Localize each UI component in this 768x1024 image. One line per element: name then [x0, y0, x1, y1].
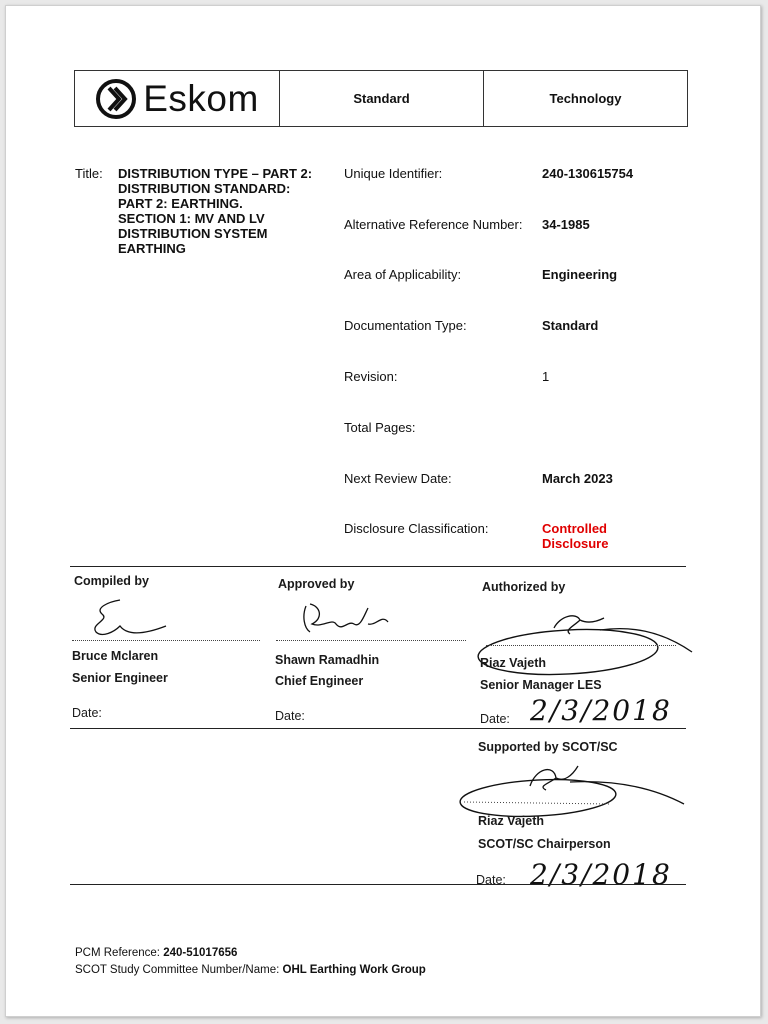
pcm-reference — [75, 947, 237, 959]
supported-signature — [460, 764, 686, 820]
alt-reference-value: 34-1985 — [542, 217, 590, 232]
supported-date-value: 2/3/2018 — [530, 858, 672, 891]
next-review-value: March 2023 — [542, 471, 613, 486]
area-value: Engineering — [542, 267, 618, 282]
title-line: DISTRIBUTION TYPE – PART 2: — [118, 166, 313, 181]
authorized-by-role: Senior Manager LES — [480, 678, 602, 692]
unique-identifier-label: Unique Identifier: — [344, 166, 443, 181]
approved-signature — [298, 594, 398, 640]
authorized-by-name: Riaz Vajeth — [480, 656, 546, 670]
compiled-by-heading: Compiled by — [74, 574, 150, 588]
approved-by-role: Chief Engineer — [275, 674, 364, 688]
scot-committee — [75, 964, 426, 976]
approved-by-heading: Approved by — [278, 577, 355, 591]
next-review-label: Next Review Date: — [344, 471, 452, 486]
technology-cell: Technology — [549, 91, 622, 106]
logo-cell — [75, 71, 280, 126]
document-title — [118, 166, 336, 256]
revision-value: 1 — [542, 369, 550, 384]
doc-type-value: Standard — [542, 318, 599, 333]
total-pages-label: Total Pages: — [344, 420, 416, 435]
disclosure-value — [542, 521, 608, 551]
signature-section-bottom-rule — [70, 884, 686, 885]
supported-by-role: SCOT/SC Chairperson — [478, 837, 611, 851]
signature-section-top-rule — [70, 566, 686, 567]
pcm-reference-label: PCM Reference: — [75, 947, 161, 959]
doc-type-label: Documentation Type: — [344, 318, 467, 333]
authorized-by-heading: Authorized by — [482, 580, 566, 594]
eskom-logo — [95, 78, 259, 120]
authorized-signature-line — [486, 645, 676, 646]
standard-cell: Standard — [280, 71, 484, 126]
signature-section-middle-rule — [70, 728, 686, 729]
disclosure-value-line: Disclosure — [542, 536, 609, 551]
authorized-date-label: Date: — [480, 712, 510, 726]
authorized-date-value: 2/3/2018 — [530, 694, 672, 727]
title-label: Title: — [75, 166, 103, 181]
title-line: EARTHING — [118, 241, 186, 256]
approved-by-name: Shawn Ramadhin — [275, 653, 380, 667]
disclosure-label: Disclosure Classification: — [344, 521, 489, 536]
title-line: SECTION 1: MV AND LV — [118, 211, 265, 226]
supported-by-name: Riaz Vajeth — [478, 814, 544, 828]
approved-signature-line — [276, 640, 466, 641]
eskom-logo-icon — [95, 78, 137, 120]
area-label: Area of Applicability: — [344, 267, 462, 282]
logo-text: Eskom — [143, 77, 259, 119]
pcm-reference-value: 240-51017656 — [163, 947, 238, 959]
compiled-signature-line — [72, 640, 260, 641]
supported-by-heading: Supported by SCOT/SC — [478, 740, 618, 754]
disclosure-value-line: Controlled — [542, 521, 607, 536]
title-line: PART 2: EARTHING. — [118, 196, 243, 211]
document-header — [74, 70, 688, 127]
title-line: DISTRIBUTION SYSTEM — [118, 226, 268, 241]
title-line: DISTRIBUTION STANDARD: — [118, 181, 291, 196]
alt-reference-label: Alternative Reference Number: — [344, 217, 523, 232]
unique-identifier-value: 240-130615754 — [542, 166, 634, 181]
compiled-date-label: Date: — [72, 706, 102, 720]
compiled-by-name: Bruce Mclaren — [72, 649, 159, 663]
approved-date-label: Date: — [275, 709, 305, 723]
revision-label: Revision: — [344, 369, 398, 384]
scot-committee-value: OHL Earthing Work Group — [282, 964, 426, 976]
scot-committee-label: SCOT Study Committee Number/Name: — [75, 964, 280, 976]
supported-date-label: Date: — [476, 873, 506, 887]
compiled-signature — [80, 596, 170, 642]
compiled-by-role: Senior Engineer — [72, 671, 168, 685]
